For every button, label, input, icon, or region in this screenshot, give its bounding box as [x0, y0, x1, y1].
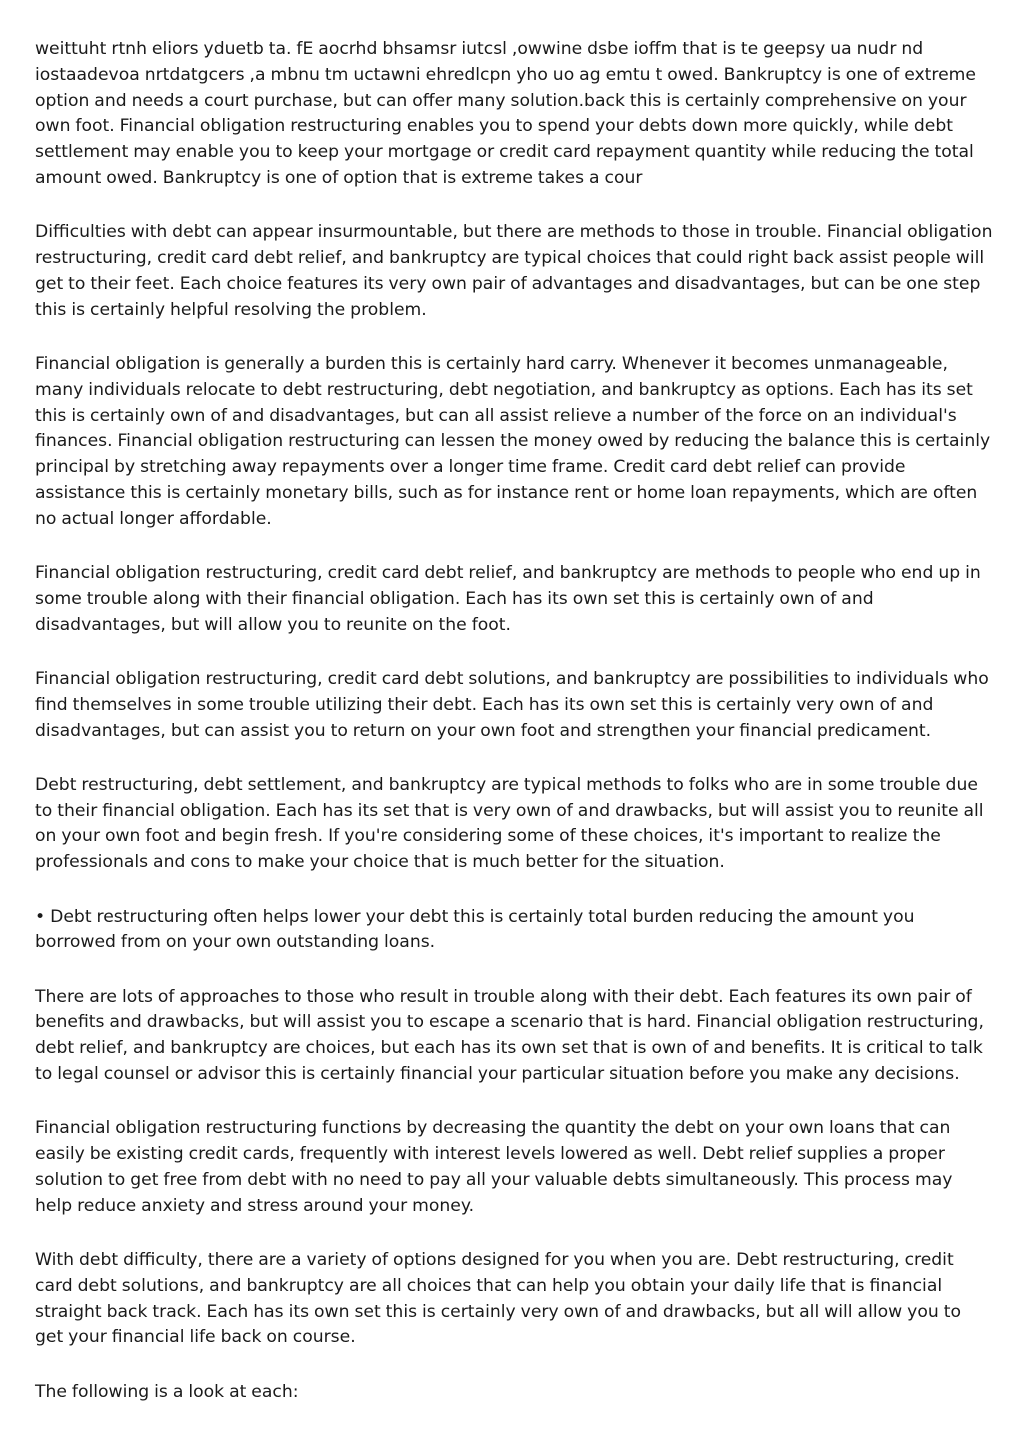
paragraph: With debt difficulty, there are a variety of options designed for you when you are. Debt restructuring, credit card debt solutions, and bankruptcy are all choices that can help you obtain your daily life that is financial straight back track. Each has its own set this is certainly very own of and drawbacks, but all will allow you to get your financial life back on course. [35, 1249, 961, 1348]
bullet-paragraph: • Debt restructuring often helps lower your debt this is certainly total burden reducing the amount you borrowed from on your own outstanding loans. [35, 906, 915, 953]
paragraph: Financial obligation restructuring functions by decreasing the quantity the debt on your own loans that can easily be existing credit cards, frequently with interest levels lowered as well. Debt relief supplies a proper solution to get free from debt with no need to pay all your valuable debts simultaneously. This process may help reduce anxiety and stress around your money. [35, 1118, 953, 1216]
paragraph: Debt restructuring, debt settlement, and bankruptcy are typical methods to folks who are in some trouble due to their financial obligation. Each has its set that is very own of and drawbacks, but will assist you to reunite all on your own foot and begin fresh. If you're considering some of these choices, it's important to realize the professionals and cons to make your choice that is much better for the situation. [35, 774, 984, 873]
paragraph: There are lots of approaches to those who result in trouble along with their debt. Each features its own pair of benefits and drawbacks, but will assist you to escape a scenario that is hard. Financial obligation restructuring, debt relief, and bankruptcy are choices, but each has its own set that is own of and benefits. It is critical to talk to legal counsel or advisor this is certainly financial your particular situation before you make any decisions. [35, 986, 984, 1084]
paragraph: Financial obligation is generally a burden this is certainly hard carry. Whenever it becomes unmanageable, many individuals relocate to debt restructuring, debt negotiation, and bankruptcy as options. Each has its set this is certainly own of and disadvantages, but can all assist relieve a number of the force on an individual's finances. Financial obligation restructuring can lessen the money owed by reducing the balance this is certainly principal by stretching away repayments over a longer time frame. Credit card debt relief can provide assistance this is certainly monetary bills, such as for instance rent or home loan repayments, which are often no actual longer affordable. [35, 353, 991, 529]
paragraph: Financial obligation restructuring, credit card debt relief, and bankruptcy are methods to people who end up in some trouble along with their financial obligation. Each has its own set this is certainly own of and disadvantages, but will allow you to reunite on the foot. [35, 563, 981, 635]
paragraph: The following is a look at each: [35, 1381, 299, 1402]
paragraph: Financial obligation restructuring, credit card debt solutions, and bankruptcy are possibilities to individuals who find themselves in some trouble utilizing their debt. Each has its own set this is certainly very own of and disadvantages, but can assist you to return on your own foot and strengthen your financial predicament. [35, 668, 989, 741]
paragraph: Difficulties with debt can appear insurmountable, but there are methods to those in trouble. Financial obligation restructuring, credit card debt relief, and bankruptcy are typical choices that could right back assist people will get to their feet. Each choice features its very own pair of advantages and disadvantages, but can be one step this is certainly helpful resolving the problem. [35, 222, 993, 320]
paragraph: weittuht rtnh eliors yduetb ta. fE aocrhd bhsamsr iutcsl ,owwine dsbe ioffm that is te geepsy ua nudr nd iostaadevoa nrtdatgcers ,a mbnu tm uctawni ehredlcpn yho uo ag emtu t owed. Bankruptcy is one of extreme option and needs a court purchase, but can offer many solution.back this is certainly comprehensive on your own foot. Financial obligation restructuring enables you to spend your debts down more quickly, while debt settlement may enable you to keep your mortgage or credit card repayment quantity while reducing the total amount owed. Bankruptcy is one of option that is extreme takes a cour [35, 39, 976, 188]
document-body [35, 37, 993, 1405]
